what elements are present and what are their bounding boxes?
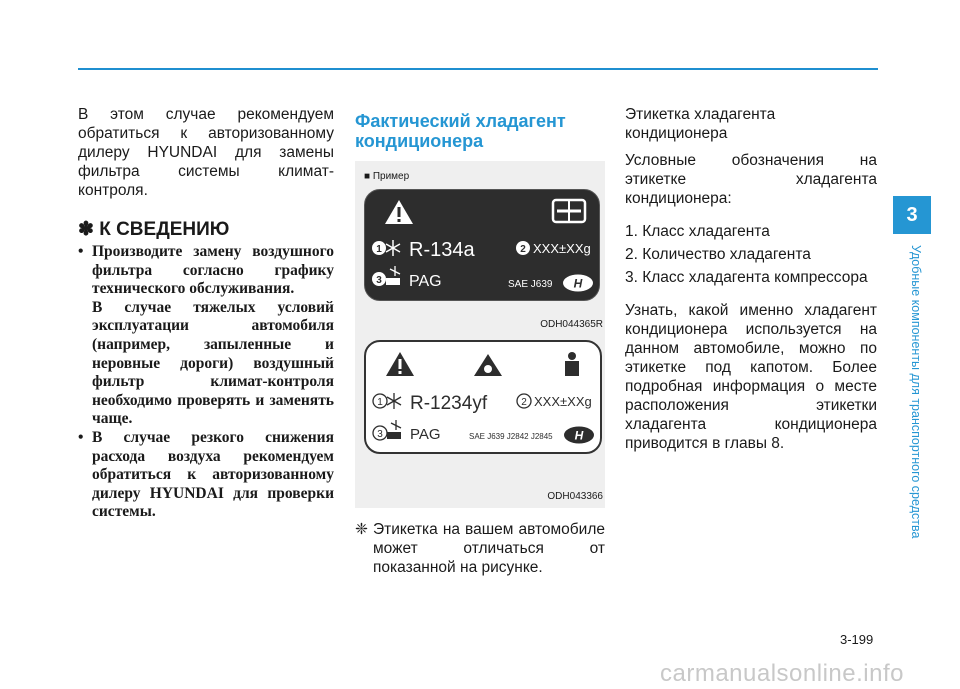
caution-list — [78, 243, 334, 522]
refrigerant-label-dark — [364, 189, 600, 301]
manual-book-icon — [553, 200, 585, 222]
legend-item: 2. Количество хладагента — [625, 246, 811, 263]
circle-2-icon — [516, 241, 530, 255]
chapter-number-tab: 3 — [893, 196, 931, 234]
page-number: 3-199 — [840, 632, 874, 647]
snowflake-icon — [386, 240, 400, 256]
svg-text:H: H — [574, 428, 584, 443]
caution-item-main: В случае резкого снижения расхода воздуха рекомендуем обратиться к авторизованному дилеру HYUNDAI для проверки системы. — [92, 428, 334, 521]
legend-item: 1. Класс хладагента — [625, 223, 770, 240]
snowflake-icon — [387, 393, 401, 409]
oil-can-icon — [387, 420, 401, 439]
caution-title: ✽ К СВЕДЕНИЮ — [78, 219, 230, 240]
svg-text:3: 3 — [376, 275, 382, 286]
section-title: Фактический хладагент кондиционера — [355, 111, 566, 151]
figure-code: ODH043366 — [547, 491, 603, 502]
refrigerant-class: R-1234yf — [410, 393, 488, 414]
circle-3-icon — [373, 426, 387, 440]
sae-standard: SAE J639 — [508, 279, 553, 290]
oil-class: PAG — [410, 426, 441, 443]
figure-example-label: ■ Пример — [364, 171, 410, 182]
legend-item: 3. Класс хладагента компрессора — [625, 269, 868, 286]
paragraph-legend-intro: Условные обозначения на этикетке хладагента кондиционера: — [625, 152, 877, 207]
svg-text:1: 1 — [376, 244, 382, 255]
bullet-icon: • — [78, 428, 84, 446]
svg-text:3: 3 — [377, 429, 383, 440]
column-right — [625, 105, 877, 453]
caution-item-main: Производите замену воздушного фильтра согласно графику технического обслуживания. — [92, 243, 334, 298]
caution-item — [78, 243, 334, 429]
refrigerant-class: R-134a — [409, 239, 475, 261]
caution-item-sub: В случае тяжелых условий эксплуатации автомобиля (например, запыленные и неровные дороги) воздушный фильтр климат-контроля необходимо проверять и заменять чаще. — [92, 298, 334, 428]
oil-class: PAG — [409, 273, 442, 290]
svg-text:2: 2 — [520, 244, 526, 255]
circle-1-icon — [373, 394, 387, 408]
refrigerant-amount: XXX±XXg — [533, 241, 591, 256]
figure-label-r134a — [355, 161, 605, 336]
figure-note — [355, 520, 605, 577]
chapter-title-vertical: Удобные компоненты для транспортного средства — [909, 245, 923, 539]
svg-text:H: H — [573, 276, 583, 291]
bullet-icon: • — [78, 243, 84, 260]
circle-1-icon — [372, 241, 386, 255]
column-middle — [355, 105, 605, 577]
oil-can-icon — [386, 266, 400, 285]
svg-text:1: 1 — [377, 397, 383, 408]
svg-text:2: 2 — [521, 397, 527, 408]
flammable-icon — [474, 354, 502, 376]
warning-triangle-icon — [385, 200, 413, 224]
label-graphic — [365, 190, 599, 300]
paragraph-label-title: Этикетка хладагента кондиционера — [625, 106, 776, 142]
watermark: carmanualsonline.info — [660, 660, 904, 687]
figure-label-r1234yf — [355, 336, 605, 508]
paragraph-location: Узнать, какой именно хладагент кондиционера используется на данном автомобиле, можно по этикетке под капотом. Более подробная информация о месте расположения этикетки хладагента кондиционера приводится в главы 8. — [625, 302, 877, 452]
circle-3-icon — [372, 272, 386, 286]
hyundai-logo-icon — [563, 275, 593, 292]
header-rule — [78, 68, 878, 70]
technician-icon — [565, 352, 579, 376]
column-left — [78, 105, 334, 522]
hyundai-logo-icon — [564, 427, 594, 444]
caution-item — [78, 429, 334, 522]
note-text: Этикетка на вашем автомобиле может отличаться от показанной на рисунке. — [373, 521, 605, 576]
refrigerant-label-white — [364, 340, 602, 454]
warning-triangle-icon — [386, 352, 414, 376]
figure-code: ODH044365R — [540, 319, 603, 330]
intro-paragraph: В этом случае рекомендуем обратиться к авторизованному дилеру HYUNDAI для замены фильтра системы климат-контроля. — [78, 106, 334, 199]
note-mark-icon: ❈ — [355, 521, 368, 538]
circle-2-icon — [517, 394, 531, 408]
legend-list — [625, 222, 877, 287]
label-graphic — [366, 342, 600, 452]
sae-standard: SAE J639 J2842 J2845 — [469, 432, 553, 441]
refrigerant-amount: XXX±XXg — [534, 394, 592, 409]
